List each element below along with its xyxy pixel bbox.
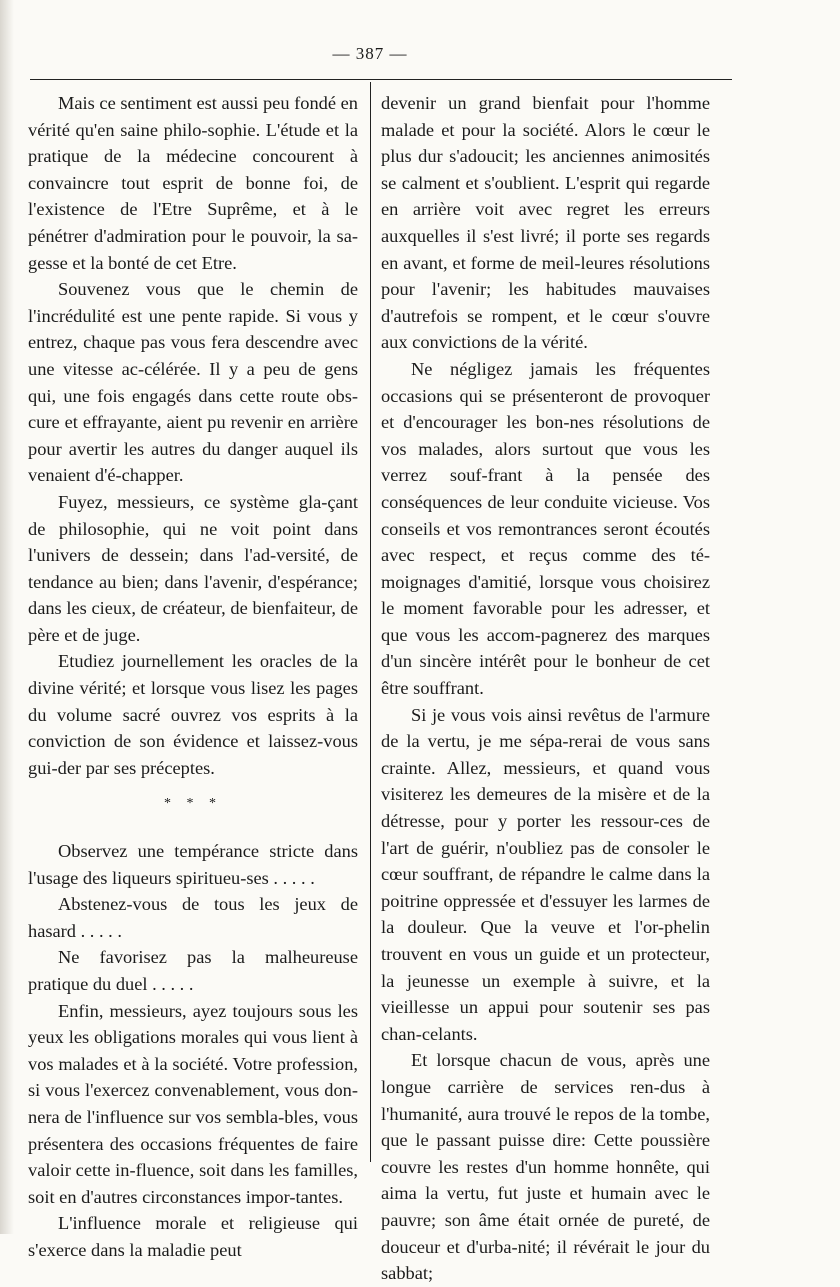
right-column [381,90,710,1287]
paragraph: Fuyez, messieurs, ce système gla-çant de philosophie, qui ne voit point dans l'univers de dessein; dans l'ad-versité, de tendance au bien; dans l'avenir, d'espérance; dans les cieux, de créateur, de bienfaiteur, de père et de juge. [28,491,358,645]
page-number: — 387 — [332,44,408,63]
paragraph: Abstenez-vous de tous les jeux de hasard . . . . . [28,894,358,941]
header-rule [30,79,732,80]
paragraph: Observez une tempérance stricte dans l'usage des liqueurs spiritueu-ses . . . . . [28,841,358,888]
paragraph: Ne négligez jamais les fréquentes occasions qui se présenteront de provoquer et d'encourager les bon-nes résolutions de vos malades, alors surtout que vous les verrez souf-frant à la pensée des conséquences de leur conduite vicieuse. Vos conseils et vos remontrances seront écoutés avec respect, et reçus comme des té-moignages d'amitié, lorsque vous choisirez le moment favorable pour les adresser, et que vous les accom-pagnerez des marques d'un sincère intérêt pour le bonheur de cet être souffrant. [381,358,710,699]
paragraph: Si je vous vois ainsi revêtus de l'armure de la vertu, je me sépa-rerai de vous sans crainte. Allez, messieurs, et quand vous visiterez les demeures de la misère et de la détresse, pour y porter les ressour-ces de l'art de guérir, n'oubliez pas de consoler le cœur souffrant, de répandre le calme dans la poitrine oppressée et d'essuyer les larmes de la douleur. Que la veuve et l'or-phelin trouvent en vous un guide et un protecteur, la jeunesse un exemple à suivre, et la vieillesse un appui pour soutenir ses pas chan-celants. [381,704,710,1044]
paragraph: Souvenez vous que le chemin de l'incrédulité est une pente rapide. Si vous y entrez, chaque pas vous fera descendre avec une vitesse ac-célérée. Il y a peu de gens qui, une fois engagés dans cette route obs-cure et effrayante, aient pu revenir en arrière pour avertir les autres du danger auquel ils venaient d'é-chapper. [28,279,358,486]
paragraph: Enfin, messieurs, ayez toujours sous les yeux les obligations morales qui vous lient à vos malades et à la société. Votre profession, si vous l'exercez convenablement, vous don-nera de l'influence sur vos sembla-bles, vous présentera des occasions fréquentes de faire valoir cette in-fluence, soit dans les familles, soit en d'autres circonstances impor-tantes. [28,1000,358,1207]
paragraph: Mais ce sentiment est aussi peu fondé en vérité qu'en saine philo-sophie. L'étude et la pratique de la médecine concourent à convaincre tout esprit de bonne foi, de l'existence de l'Etre Suprême, et à le pénétrer d'admiration pour le pouvoir, la sa-gesse et la bonté de cet Etre. [28,93,358,273]
section-ornament: * * * [164,796,222,812]
paragraph: L'influence morale et religieuse qui s'exerce dans la maladie peut [28,1213,358,1260]
left-column [28,90,358,1264]
paragraph: Ne favorisez pas la malheureuse pratique du duel . . . . . [28,947,358,994]
paragraph: Et lorsque chacun de vous, après une longue carrière de services ren-dus à l'humanité, aura trouvé le repos de la tombe, que le passant puisse dire: Cette poussière couvre les restes d'un homme honnête, qui aima la vertu, fut juste et humain avec le pauvre; son âme était ornée de pureté, de douceur et d'urba-nité; il révérait le jour du sabbat; [381,1050,710,1284]
page-edge-shadow [0,0,14,1234]
paragraph: Etudiez journellement les oracles de la divine vérité; et lorsque vous lisez les pages du volume sacré ouvrez vos esprits à la conviction de son évidence et laissez-vous gui-der par ses préceptes. [28,651,358,778]
column-divider [370,82,371,1162]
paragraph-continuation: devenir un grand bienfait pour l'homme malade et pour la société. Alors le cœur le plus dur s'adoucit; les anciennes animosités se calment et s'oublient. L'esprit qui regarde en arrière voit avec regret les erreurs auxquelles il s'est livré; il porte ses regards en avant, et forme de meil-leures résolutions pour l'avenir; les habitudes mauvaises d'autrefois se rompent, et le cœur s'ouvre aux convictions de la vérité. [381,93,710,353]
